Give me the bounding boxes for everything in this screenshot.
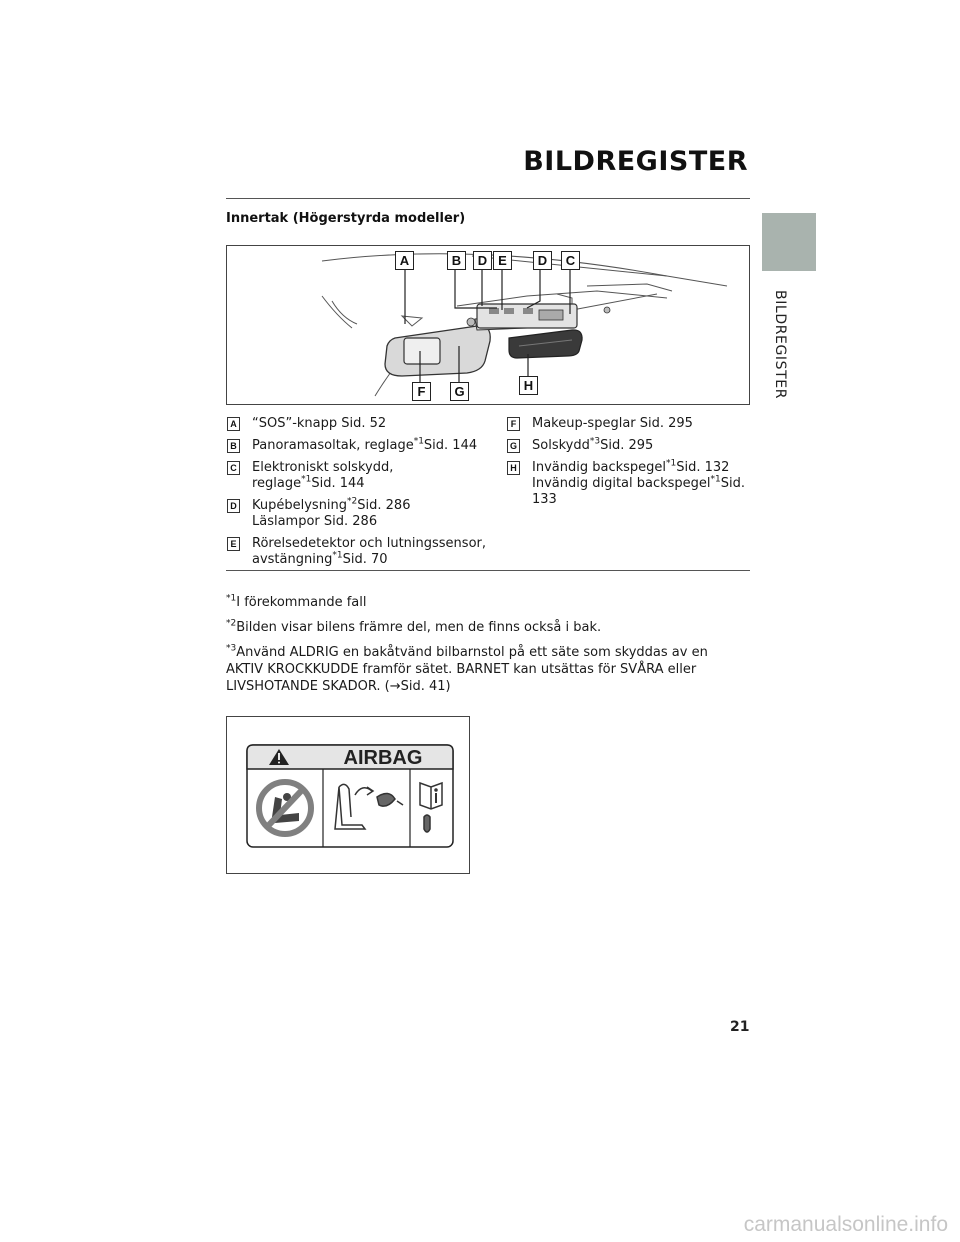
legend-key: D [227, 499, 240, 513]
legend-text-line2: Läslampor Sid. 286 [252, 514, 378, 529]
legend-item-b [226, 438, 486, 454]
watermark: carmanualsonline.info [743, 1213, 948, 1236]
footnote-text: I förekommande fall [236, 595, 367, 610]
footnote-ref: *1 [332, 550, 343, 561]
legend-text: “SOS”-knapp Sid. 52 [252, 416, 387, 431]
page-ref[interactable]: Sid. 133 [532, 476, 746, 507]
legend-item-h [506, 460, 756, 508]
page-ref[interactable]: Sid. 286 [357, 498, 411, 513]
footnote-3 [226, 644, 716, 695]
legend-text: Panoramasoltak, reglage [252, 438, 414, 453]
page-ref[interactable]: Sid. 144 [423, 438, 478, 453]
footnotes [226, 594, 716, 703]
footnote-mark: *1 [226, 593, 237, 604]
page-ref[interactable]: Sid. 144 [311, 476, 365, 491]
airbag-warning-label-figure [226, 716, 470, 874]
callout-e: E [493, 251, 512, 270]
legend-text-line2: avstängning [252, 552, 333, 567]
page-number: 21 [730, 1019, 750, 1035]
legend-text: Solskydd [532, 438, 590, 453]
section-heading: Innertak (Högerstyrda modeller) [226, 211, 466, 226]
callout-h: H [519, 376, 538, 395]
section-tab-label: BILDREGISTER [772, 290, 788, 400]
footnote-2 [226, 619, 716, 636]
footnote-1 [226, 594, 716, 611]
legend-text: Rörelsedetektor och lutningssensor, [252, 536, 486, 551]
footnote-ref: *1 [413, 436, 424, 447]
page-ref[interactable]: Sid. 132 [676, 460, 730, 475]
footnote-ref: *2 [347, 496, 358, 507]
legend-item-a [226, 416, 486, 432]
callout-g: G [450, 382, 469, 401]
page-title: BILDREGISTER [523, 146, 748, 177]
legend-column-left [226, 416, 486, 574]
legend-key: C [227, 461, 240, 475]
section-tab-marker [762, 213, 816, 271]
page-ref[interactable]: Sid. 70 [342, 552, 388, 567]
legend-text: Kupébelysning [252, 498, 348, 513]
header-divider [226, 198, 750, 199]
interior-roof-figure [226, 245, 750, 405]
legend-item-e [226, 536, 486, 568]
legend-key: F [507, 417, 520, 431]
footnote-ref: *3 [589, 436, 601, 447]
legend-item-g [506, 438, 756, 454]
legend-item-c [226, 460, 486, 492]
page-ref[interactable]: Sid. 295 [600, 438, 654, 453]
callout-c: C [561, 251, 580, 270]
callout-f: F [412, 382, 431, 401]
callout-b: B [447, 251, 466, 270]
callout-d-second: D [533, 251, 552, 270]
legend-key: G [507, 439, 520, 453]
footnote-mark: *2 [226, 618, 237, 629]
legend-key: H [507, 461, 520, 475]
legend-item-d [226, 498, 486, 530]
legend-item-f [506, 416, 756, 432]
footnote-text: Använd ALDRIG en bakåtvänd bilbarnstol på ett säte som skyddas av en AKTIV KROCKKUDDE framför sätet. BARNET kan utsättas för SVÅRA eller LIVSHOTANDE SKADOR. (→Sid. 41) [226, 645, 708, 694]
footnote-ref: *1 [666, 458, 677, 469]
legend-divider [226, 570, 750, 571]
legend-key: A [227, 417, 240, 431]
airbag-title: AIRBAG [343, 747, 423, 769]
footnote-ref: *1 [710, 474, 721, 485]
no-rear-facing-seat-icon [259, 782, 311, 834]
footnote-text: Bilden visar bilens främre del, men de finns också i bak. [236, 620, 602, 635]
airbag-warning-label [227, 717, 471, 875]
legend-text-line2: Invändig digital backspegel [532, 476, 711, 491]
legend-text-line2: reglage [252, 476, 302, 491]
callout-a: A [395, 251, 414, 270]
legend-text: Invändig backspegel [532, 460, 666, 475]
footnote-ref: *1 [301, 474, 312, 485]
legend-key: B [227, 439, 240, 453]
legend-column-right [506, 416, 756, 514]
legend-text: Elektroniskt solskydd, [252, 460, 394, 475]
legend-key: E [227, 537, 240, 551]
legend-text: Makeup-speglar Sid. 295 [532, 416, 693, 431]
callout-d: D [473, 251, 492, 270]
footnote-mark: *3 [226, 643, 237, 654]
